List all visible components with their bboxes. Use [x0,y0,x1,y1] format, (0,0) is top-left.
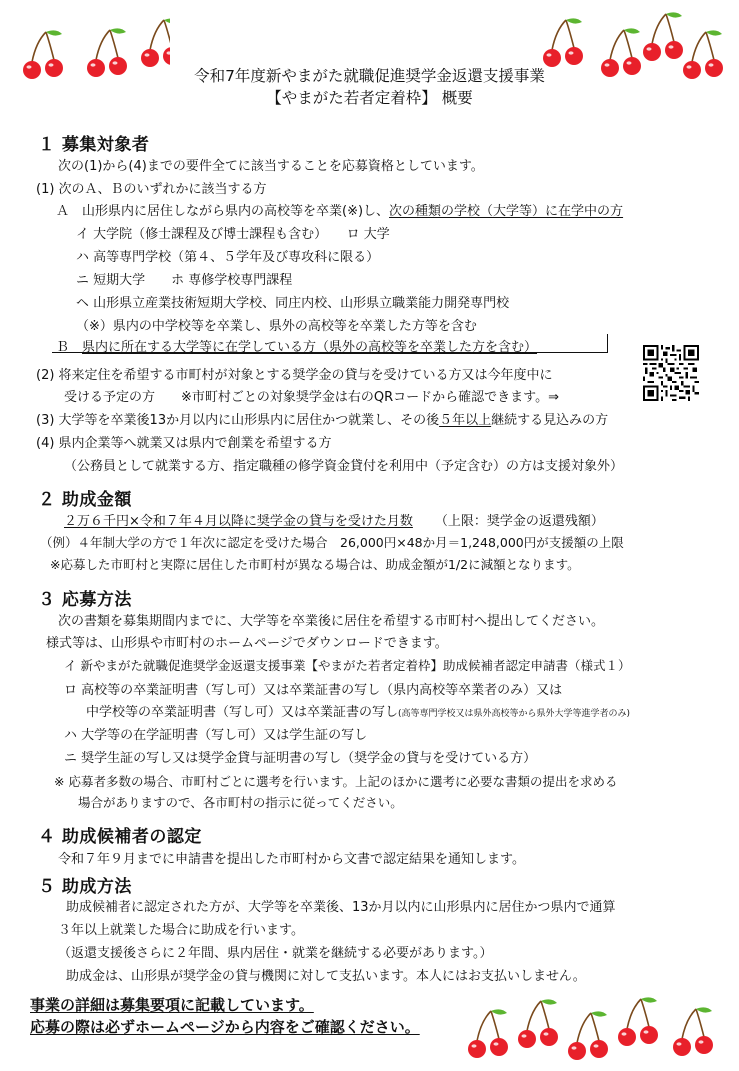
section3-intro2: 様式等は、山形県や市町村のホームページでダウンロードできます。 [46,636,448,651]
section1-item1: (1) 次のＡ、Ｂのいずれかに該当する方 [36,182,267,197]
section4-heading: ４ 助成候補者の認定 [38,827,202,847]
doc-item-i: イ 新やまがた就職促進奨学金返還支援事業【やまがた若者定着枠】助成候補者認定申請書（様式１） [64,658,631,673]
school-type-i: イ 大学院（修士課程及び博士課程も含む） ロ 大学 [76,227,390,242]
section2-heading: ２ 助成金額 [38,490,132,510]
doc-item-ni: ニ 奨学生証の写し又は奨学金貸与証明書の写し（奨学金の貸与を受けている方） [64,751,537,766]
section2-formula-row: ２万６千円×令和７年４月以降に奨学金の貸与を受けた月数 （上限：奨学金の返還残額） [64,514,604,529]
section1-intro: 次の(1)から(4)までの要件全てに該当することを応募資格としています。 [58,159,484,174]
school-type-ha: ハ 高等専門学校（第４、５学年及び専攻科に限る） [76,250,380,265]
doc-item-ha: ハ 大学等の在学証明書（写し可）又は学生証の写し [64,728,368,743]
section1-item2-line2: 受ける予定の方 ※市町村ごとの対象奨学金は右のQRコードから確認できます。⇒ [64,390,560,405]
page-title: 令和7年度新やまがた就職促進奨学金返還支援事業 [194,67,545,85]
section1-item3: (3) 大学等を卒業後13か月以内に山形県内に居住かつ就業し、その後５年以上継続する見込みの方 [36,413,609,428]
section1-item4-note: （公務員として就業する方、指定職種の修学資金貸付を利用中（予定含む）の方は支援対象外） [64,459,624,474]
page-subtitle: 【やまがた若者定着枠】 概要 [266,89,473,107]
section1-note: （※）県内の中学校等を卒業し、県外の高校等を卒業した方等を含む [76,319,477,334]
section5-line1: 助成候補者に認定された方が、大学等を卒業後、13か月以内に山形県内に居住かつ県内で通算 [66,900,616,915]
cherry-icon [465,985,735,1065]
section5-line4: 助成金は、山形県が奨学金の貸与機関に対して支払います。本人にはお支払いしません。 [66,969,586,984]
section3-intro1: 次の書類を募集期間内までに、大学等を卒業後に居住を希望する市町村へ提出してください。 [58,614,605,629]
section5-line2: ３年以上就業した場合に助成を行います。 [58,923,304,938]
section5-heading: ５ 助成方法 [38,877,132,897]
section1-item2-line1: (2) 将来定住を希望する市町村が対象とする奨学金の貸与を受けている方又は今年度中に [36,368,553,383]
section1-item-b: Ｂ 県内に所在する大学等に在学している方（県外の高校等を卒業した方を含む） [56,340,538,355]
section3-heading: ３ 応募方法 [38,590,132,610]
footer-line1: 事業の詳細は募集要項に記載しています。 [30,996,314,1014]
doc-item-ro-line1: ロ 高校等の卒業証明書（写し可）又は卒業証書の写し（県内高校等卒業者のみ）又は [64,683,563,698]
school-type-ni: ニ 短期大学 ホ 専修学校専門課程 [76,273,293,288]
section1-item4: (4) 県内企業等へ就業又は県内で創業を希望する方 [36,436,332,451]
section3-note-line2: 場合がありますので、各市町村の指示に従ってください。 [78,795,403,810]
section5-line3: （返還支援後さらに２年間、県内居住・就業を継続する必要があります。） [58,946,493,961]
section3-note-line1: ※ 応募者多数の場合、市町村ごとに選考を行います。上記のほかに選考に必要な書類の提出を求める [54,774,618,789]
school-type-he: ヘ 山形県立産業技術短期大学校、同庄内校、山形県立職業能力開発専門校 [76,296,510,311]
section2-note: ※応募した市町村と実際に居住した市町村が異なる場合は、助成金額が1/2に減額となります。 [50,557,580,572]
section1-item-a: Ａ 山形県内に居住しながら県内の高校等を卒業(※)し、次の種類の学校（大学等）に在学中の方 [56,204,624,219]
section1-heading: １ 募集対象者 [38,135,150,155]
footer-line2: 応募の際は必ずホームページから内容をご確認ください。 [30,1018,420,1036]
qr-code-icon[interactable] [643,345,699,401]
section4-text: 令和７年９月までに申請書を提出した市町村から文書で認定結果を通知します。 [58,852,525,867]
section2-example: （例）４年制大学の方で１年次に認定を受けた場合 26,000円×48か月＝1,248,000円が支援額の上限 [40,535,624,550]
doc-item-ro-line2: 中学校等の卒業証明書（写し可）又は卒業証書の写し(高等専門学校又は県外高校等から県外大学等進学者のみ) [86,705,631,720]
